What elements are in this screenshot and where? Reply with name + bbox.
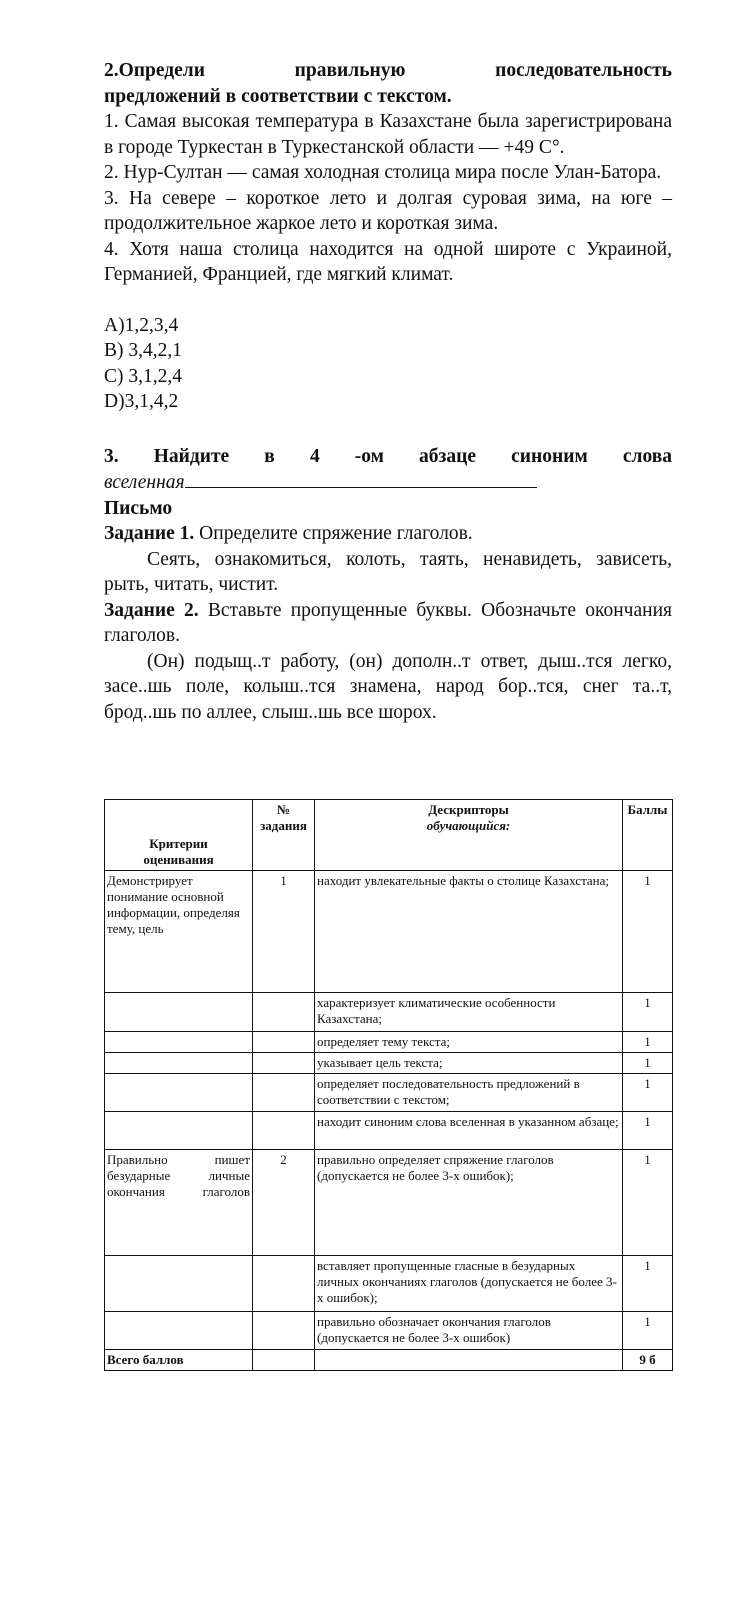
task2-text: Вставьте пропущенные буквы. Обозначьте окончания глаголов. [104, 599, 672, 646]
writing-title: Письмо [104, 497, 173, 519]
task-no-cell [253, 1053, 315, 1074]
header-task-no: № задания [253, 800, 315, 871]
document-page [104, 58, 672, 725]
sentence-3: 3. На севере – короткое лето и долгая суровая зима, на юге – продолжительное жаркое лето и короткая зима. [104, 187, 672, 234]
criteria-cell: Демонстрирует понимание основной информации, определяя тему, цель [105, 871, 253, 993]
criteria-cell [105, 1032, 253, 1053]
task3-answer-line [104, 469, 672, 496]
table-row [105, 1312, 673, 1350]
sentence-1: 1. Самая высокая температура в Казахстане была зарегистрирована в городе Туркестан в Туркестанской области — +49 С°. [104, 111, 672, 158]
descriptor-cell: определяет тему текста; [315, 1032, 623, 1053]
total-row [105, 1350, 673, 1371]
criteria-cell [105, 1074, 253, 1112]
table-row [105, 1112, 673, 1150]
table-row [105, 1256, 673, 1312]
criteria-cell [105, 1053, 253, 1074]
descriptor-cell: правильно определяет спряжение глаголов (допускается не более 3-х ошибок); [315, 1150, 623, 1256]
table-row [105, 1150, 673, 1256]
criteria-cell [105, 1112, 253, 1150]
option-a: A)1,2,3,4 [104, 314, 179, 336]
descriptor-cell: находит синоним слова вселенная в указанном абзаце; [315, 1112, 623, 1150]
sentence-2: 2. Нур-Султан — самая холодная столица мира после Улан-Батора. [104, 162, 662, 183]
task-no-cell: 2 [253, 1150, 315, 1256]
task-no-cell [253, 1112, 315, 1150]
total-value: 9 б [623, 1350, 673, 1371]
sentence-4: 4. Хотя наша столица находится на одной широте с Украиной, Германией, Францией, где мягкий климат. [104, 238, 672, 285]
points-cell: 1 [623, 1112, 673, 1150]
table-row [105, 993, 673, 1032]
descriptor-cell: вставляет пропущенные гласные в безударных личных окончаниях глаголов (допускается не более 3-х ошибок); [315, 1256, 623, 1312]
criteria-cell: Правильно пишет безударные личные окончания глаголов [105, 1150, 253, 1256]
descriptor-cell: характеризует климатические особенности Казахстана; [315, 993, 623, 1032]
task1-words: Сеять, ознакомиться, колоть, таять, ненавидеть, зависеть, рыть, читать, чистит. [104, 548, 672, 595]
descriptor-cell: правильно обозначает окончания глаголов (допускается не более 3-х ошибок) [315, 1312, 623, 1350]
task-no-cell [253, 1312, 315, 1350]
task2-heading-cont: предложений в соответствии с текстом. [104, 85, 452, 107]
points-cell: 1 [623, 1150, 673, 1256]
header-points: Баллы [623, 800, 673, 871]
header-criteria: Критерии оценивания [105, 800, 253, 871]
table-row [105, 1074, 673, 1112]
criteria-cell [105, 1312, 253, 1350]
task2-label: Задание 2. [104, 599, 199, 621]
task-no-cell: 1 [253, 871, 315, 993]
task1-label: Задание 1. [104, 523, 195, 544]
option-c: C) 3,1,2,4 [104, 365, 182, 387]
points-cell: 1 [623, 993, 673, 1032]
header-descriptors: Дескрипторы обучающийся: [315, 800, 623, 871]
task3-heading: 3. Найдите в 4 -ом абзаце синоним слова [104, 445, 672, 467]
points-cell: 1 [623, 1032, 673, 1053]
rubric-header-row [105, 800, 673, 871]
table-row [105, 1032, 673, 1053]
answer-blank [185, 469, 537, 488]
task2-writing-line [104, 598, 672, 649]
table-row [105, 871, 673, 993]
task1-text: Определите спряжение глаголов. [194, 523, 473, 544]
task1-line [104, 521, 672, 547]
task-no-cell [253, 1256, 315, 1312]
descriptor-cell: указывает цель текста; [315, 1053, 623, 1074]
points-cell: 1 [623, 1312, 673, 1350]
task-no-cell [253, 1074, 315, 1112]
task-no-cell [253, 993, 315, 1032]
descriptor-cell: находит увлекательные факты о столице Казахстана; [315, 871, 623, 993]
task-no-cell [253, 1032, 315, 1053]
criteria-cell [105, 993, 253, 1032]
descriptor-cell: определяет последовательность предложений в соответствии с текстом; [315, 1074, 623, 1112]
option-d: D)3,1,4,2 [104, 391, 179, 412]
total-label: Всего баллов [105, 1350, 253, 1371]
criteria-cell [105, 1256, 253, 1312]
total-empty-cell [315, 1350, 623, 1371]
points-cell: 1 [623, 1074, 673, 1112]
points-cell: 1 [623, 871, 673, 993]
option-b: B) 3,4,2,1 [104, 340, 182, 361]
task2-sentence: (Он) подыщ..т работу, (он) дополн..т ответ, дыш..тся легко, засе..шь поле, колыш..тся знамена, народ бор..тся, снег та..т, брод..шь по аллее, слыш..шь все шорох. [104, 650, 672, 723]
table-row [105, 1053, 673, 1074]
total-empty-cell [253, 1350, 315, 1371]
points-cell: 1 [623, 1053, 673, 1074]
points-cell: 1 [623, 1256, 673, 1312]
task2-heading: 2.Определи правильную последовательность [104, 60, 672, 81]
rubric-table [104, 799, 673, 1371]
task3-word: вселенная [104, 472, 185, 493]
